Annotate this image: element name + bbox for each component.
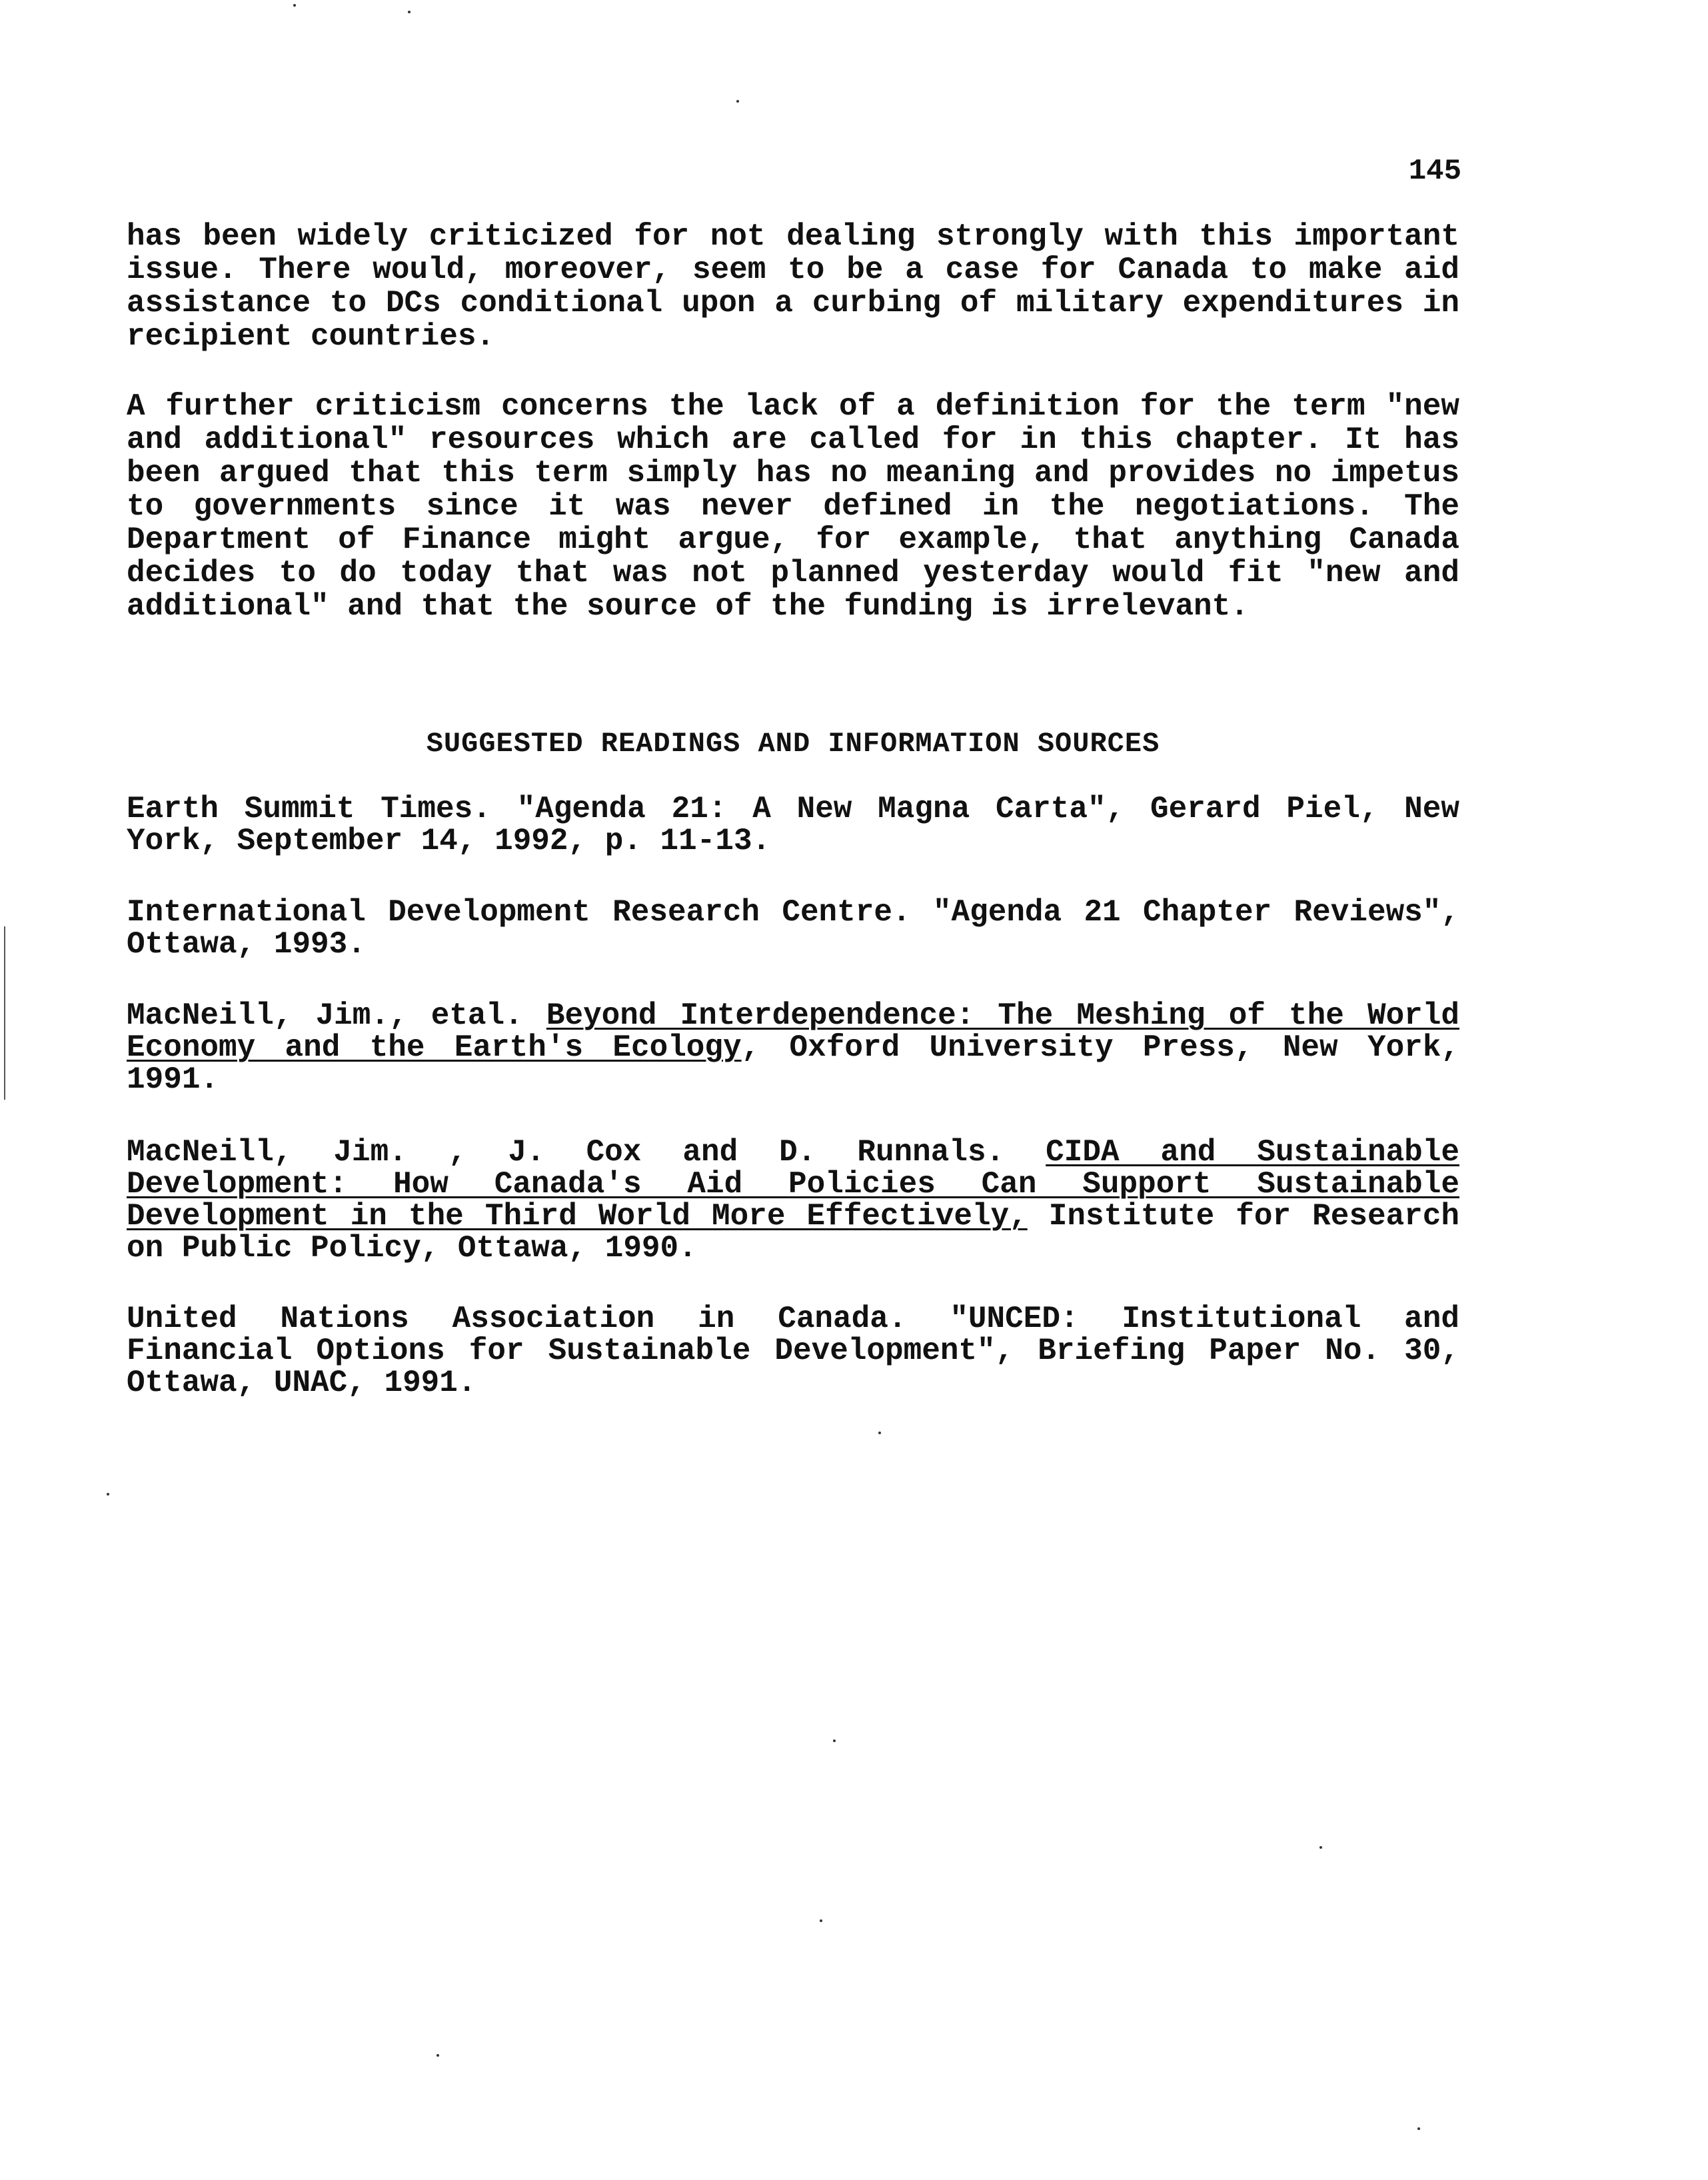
scan-speck bbox=[833, 1739, 836, 1742]
reference-entry bbox=[127, 1136, 1459, 1264]
reference-entry bbox=[127, 1000, 1459, 1096]
section-heading: SUGGESTED READINGS AND INFORMATION SOURCES bbox=[426, 728, 1160, 760]
reference-text: Earth Summit Times. "Agenda 21: A New Magna Carta", Gerard Piel, New York, September 14, 1992, p. 11-13. bbox=[127, 792, 1459, 858]
scan-speck bbox=[107, 1493, 109, 1496]
body-paragraph: has been widely criticized for not dealing strongly with this important issue. There would, moreover, seem to be a case for Canada to make aid assistance to DCs conditional upon a curbing of military expenditures in recipient countries. bbox=[127, 219, 1459, 354]
scan-speck bbox=[408, 11, 411, 13]
scan-speck bbox=[878, 1432, 881, 1434]
scan-speck bbox=[820, 1919, 822, 1922]
reference-entry bbox=[127, 1303, 1459, 1399]
scan-speck bbox=[1319, 1846, 1322, 1849]
reference-entry bbox=[127, 896, 1459, 960]
reference-entry bbox=[127, 793, 1459, 857]
body-paragraph: A further criticism concerns the lack of a definition for the term "new and additional" resources which are called for in this chapter. It has been argued that this term simply has no meaning and provides no impetus to governments since it was never defined in the negotiations. The Department of Finance might argue, for example, that anything Canada decides to do today that was not planned yesterday would fit "new and additional" and that the source of the funding is irrelevant. bbox=[127, 389, 1459, 624]
page-number: 145 bbox=[1408, 155, 1461, 188]
reference-text: MacNeill, Jim. , J. Cox and D. Runnals. bbox=[127, 1135, 1046, 1170]
reference-text: MacNeill, Jim., etal. bbox=[127, 998, 546, 1033]
reference-title: CIDA and Sustainable Development: How Canada's Aid Policies Can Support Sustainable Development in the Third World More Effectively, bbox=[127, 1135, 1459, 1234]
scan-speck bbox=[736, 100, 739, 103]
reference-title: Beyond Interdependence: The Meshing of the World Economy and the Earth's Ecology bbox=[127, 998, 1459, 1065]
scan-speck bbox=[436, 2054, 439, 2057]
reference-text: United Nations Association in Canada. "UNCED: Institutional and Financial Options for Sustainable Development", Briefing Paper No. 30, Ottawa, UNAC, 1991. bbox=[127, 1302, 1459, 1400]
scan-speck bbox=[293, 4, 296, 7]
scan-speck bbox=[1417, 2127, 1420, 2130]
reference-text: International Development Research Centre. "Agenda 21 Chapter Reviews", Ottawa, 1993. bbox=[127, 895, 1459, 962]
reference-text: , Oxford University Press, New York, 1991. bbox=[127, 1030, 1459, 1097]
reference-text: Institute for Research on Public Policy, Ottawa, 1990. bbox=[127, 1199, 1459, 1266]
scan-edge-mark bbox=[4, 926, 5, 1100]
